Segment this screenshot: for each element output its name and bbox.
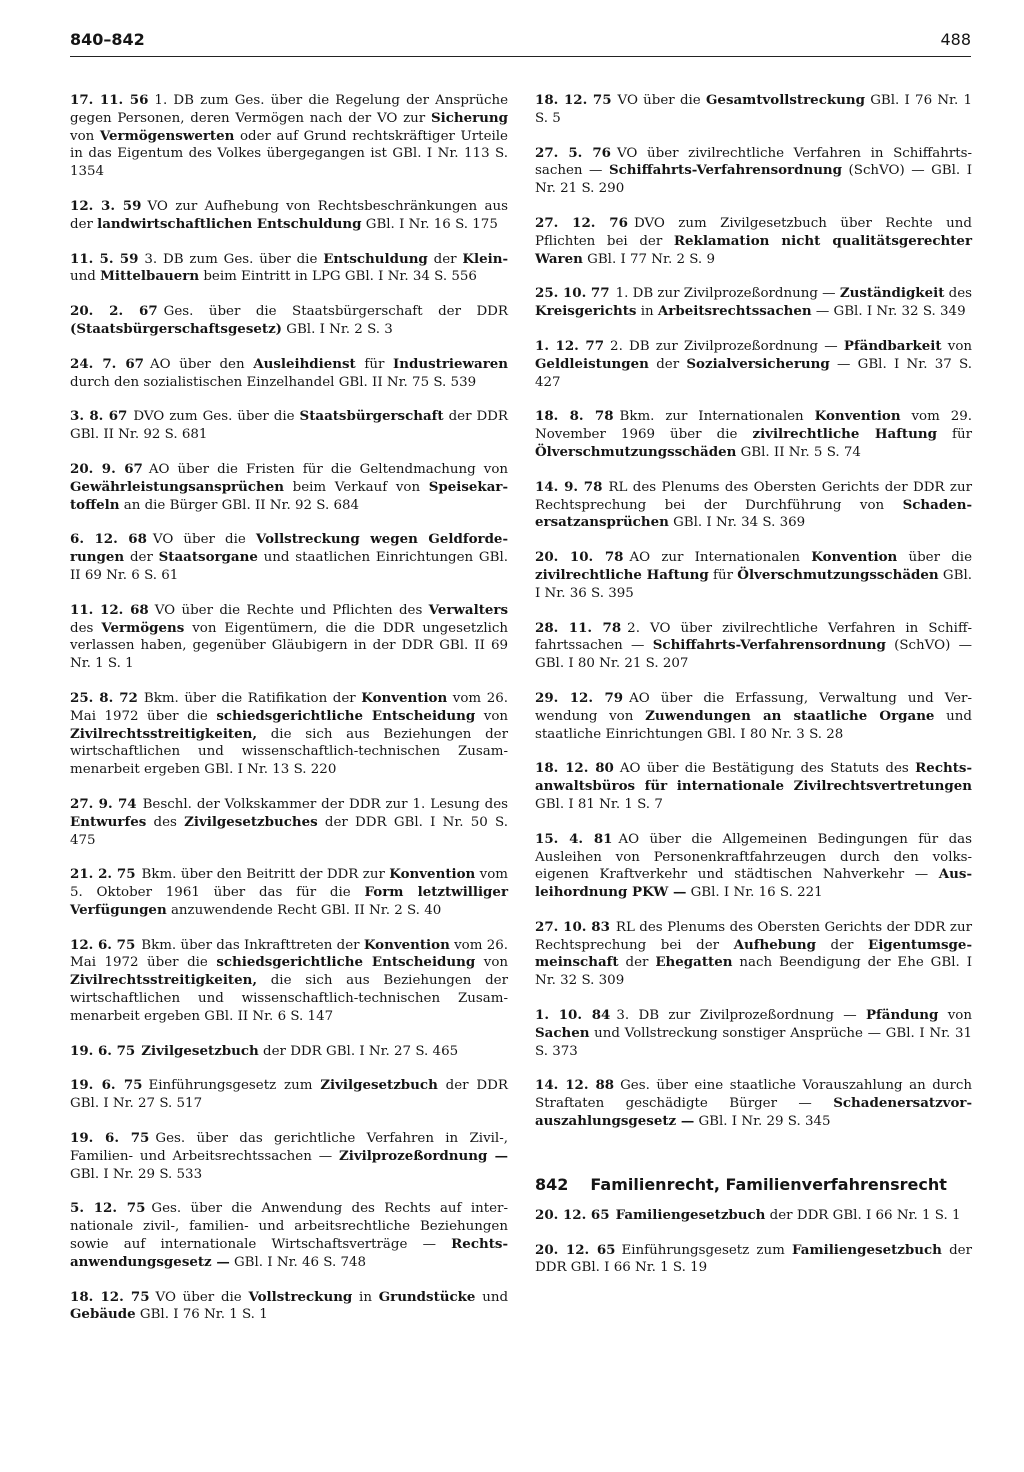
- entry-text: VO über die: [152, 532, 256, 548]
- entry-text: 1. DB zum Ges. über die Regelung der Ansprüche gegen Personen, deren Vermögen nach der VO zur: [70, 93, 508, 126]
- entry-text: GBl. II Nr. 5 S. 74: [736, 444, 861, 460]
- entry-text: GBl. I Nr. 46 S. 748: [229, 1254, 367, 1270]
- entry-text: GBl. I Nr. 29 S. 345: [694, 1114, 831, 1130]
- entry-text: des: [944, 286, 973, 302]
- entry-date: 27. 5. 76: [535, 144, 611, 161]
- entry-text: von: [475, 955, 508, 971]
- entry-keyword: Vollstreckung wegen Geldforderungen: [70, 531, 509, 566]
- entry-text: RL des Plenums des Obersten Gerichts der DDR zur Rechtsprechung bei der: [535, 919, 972, 953]
- entry-text: 2. VO über zivilrechtliche Verfahren in Schifffahrtssachen —: [535, 620, 972, 654]
- entry-keyword: Konvention: [814, 408, 901, 425]
- entry-text: der DDR GBl. I Nr. 50 S. 475: [70, 814, 508, 848]
- entry-text: für: [355, 356, 394, 372]
- entry-text: GBl. I Nr. 16 S. 221: [686, 885, 823, 901]
- entry-text: der DDR GBl. I Nr. 27 S. 465: [258, 1043, 459, 1059]
- entry-text: Bkm. über das Inkrafttreten der: [141, 937, 364, 953]
- entry-text: 1. DB zur Zivilprozeßordnung —: [615, 286, 840, 302]
- left-column: [70, 92, 508, 1341]
- section-number: 842: [535, 1174, 569, 1194]
- entry-keyword: Zivilrechtsstreitigkeiten,: [70, 972, 258, 989]
- entry-date: 27. 10. 83: [535, 918, 610, 935]
- entry-keyword: Schadenersatzvorauszahlungsgesetz —: [535, 1095, 972, 1130]
- section-range: 840–842: [70, 30, 145, 49]
- entry-text: von: [70, 128, 100, 144]
- law-entry: [70, 531, 508, 584]
- law-entry: [70, 937, 508, 1026]
- entry-text: der DDR GBl. II Nr. 92 S. 681: [70, 409, 508, 443]
- entry-date: 21. 2. 75: [70, 866, 136, 883]
- entry-keyword: Pfändbarkeit: [843, 337, 942, 354]
- entry-keyword: Zivilgesetzbuch: [320, 1077, 438, 1094]
- entry-text: Ges. über die Staatsbürgerschaft der DDR: [163, 304, 509, 320]
- entry-text: VO über die Rechte und Pflichten des: [154, 602, 429, 618]
- entry-date: 12. 6. 75: [70, 936, 136, 953]
- entry-text: Ges. über das gerichtliche Verfahren in Zivil-, Familien- und Arbeitsrechtssachen —: [70, 1131, 508, 1164]
- section-title: Familienrecht, Familienverfahrensrecht: [590, 1174, 947, 1194]
- entry-keyword: Familiengesetzbuch: [615, 1206, 766, 1223]
- entry-date: 18. 12. 75: [535, 92, 612, 108]
- entry-text: Ges. über eine staatliche Vorauszahlung an durch Straftaten geschädigte Bürger —: [535, 1078, 972, 1112]
- entry-text: vom 26. Mai 1972 über die: [70, 937, 508, 971]
- entry-text: GBl. I Nr. 29 S. 533: [70, 1166, 203, 1182]
- entry-keyword: Industriewaren: [393, 355, 509, 372]
- entry-text: der: [124, 550, 159, 566]
- entry-keyword: Rechtsanwaltsbüros für internationale Zivilrechtsvertretungen: [535, 760, 972, 795]
- law-entry: [535, 690, 972, 743]
- entry-keyword: Entwurfes: [70, 813, 147, 830]
- entry-date: 27. 12. 76: [535, 214, 628, 231]
- entry-text: GBl. I 77 Nr. 2 S. 9: [582, 251, 715, 267]
- entry-date: 14. 9. 78: [535, 478, 603, 495]
- law-entry: [535, 338, 972, 391]
- entry-keyword: Gesamtvollstreckung: [705, 92, 865, 108]
- entry-text: und: [475, 1289, 509, 1305]
- entry-text: des: [70, 620, 102, 636]
- entry-text: (SchVO) — GBl. I 80 Nr. 21 S. 207: [535, 638, 972, 672]
- entry-keyword: Zivilprozeßordnung —: [338, 1147, 509, 1164]
- entry-text: und: [70, 269, 101, 285]
- entry-date: 12. 3. 59: [70, 197, 142, 214]
- entry-text: nach Beendigung der Ehe GBl. I Nr. 32 S. 309: [535, 955, 972, 989]
- entry-date: 1. 10. 84: [535, 1007, 611, 1024]
- entry-keyword: Sachen: [535, 1024, 590, 1041]
- law-entry: [535, 760, 972, 813]
- entry-text: GBl. I 76 Nr. 1 S. 5: [535, 93, 973, 126]
- entry-date: 3. 8. 67: [70, 408, 128, 425]
- entry-keyword: Reklamation nicht qualitätsgerechter Waren: [535, 232, 972, 267]
- entry-date: 17. 11. 56: [70, 92, 149, 108]
- entry-text: 3. DB zur Zivilprozeßordnung —: [616, 1008, 866, 1024]
- law-entry: [535, 831, 972, 902]
- entry-keyword: Pfändung: [865, 1007, 939, 1024]
- entry-keyword: Konvention: [361, 689, 448, 706]
- entry-text: AO über die Allgemeinen Bedingungen für das Ausleihen von Personenkraftfahrzeugen durch den volkseigenen Kraftverkehr und städtischen Nahverkehr —: [535, 831, 972, 883]
- law-entry: [70, 602, 508, 673]
- entry-text: in: [636, 304, 658, 320]
- entry-keyword: Klein-: [462, 250, 508, 267]
- right-column: [535, 92, 972, 1294]
- entry-text: Einführungsgesetz zum: [148, 1078, 321, 1094]
- entry-text: AO über den: [150, 356, 254, 372]
- entry-date: 25. 10. 77: [535, 285, 610, 302]
- entry-date: 18. 8. 78: [535, 408, 614, 425]
- law-entry: [70, 690, 508, 779]
- entry-text: an die Bürger GBl. II Nr. 92 S. 684: [119, 497, 360, 513]
- entry-keyword: Grundstücke: [378, 1288, 476, 1305]
- right-entries: [535, 92, 972, 1131]
- entry-keyword: Mittelbauern: [100, 268, 200, 285]
- entry-keyword: Konvention: [389, 866, 476, 883]
- entry-keyword: Zivilgesetzbuches: [184, 813, 318, 830]
- entry-keyword: Vermögenswerten: [99, 127, 235, 144]
- entry-text: Ges. über die Anwendung des Rechts auf internationale zivil-, familien- und arbeitsrechtliche Beziehungen sowie auf internationale Wirtschaftsverträge —: [70, 1201, 508, 1253]
- entry-keyword: landwirtschaftlichen Entschuldung: [97, 215, 362, 232]
- entry-keyword: Eigentumsgemeinschaft: [535, 936, 972, 971]
- entry-date: 28. 11. 78: [535, 619, 622, 636]
- entry-text: vom 26. Mai 1972 über die: [70, 690, 508, 724]
- entry-keyword: Ölverschmutzungsschäden: [535, 443, 737, 460]
- law-entry: [70, 866, 508, 919]
- entry-text: beim Eintritt in LPG GBl. I Nr. 34 S. 556: [199, 269, 477, 285]
- entry-keyword: Staatsbürgerschaft: [299, 408, 444, 425]
- entry-date: 20. 12. 65: [535, 1241, 616, 1258]
- law-entry: [535, 215, 972, 268]
- law-entry: [535, 620, 972, 673]
- entry-keyword: Vollstreckung: [248, 1288, 353, 1305]
- entry-date: 27. 9. 74: [70, 795, 137, 812]
- entry-keyword: Arbeitsrechtssachen: [657, 303, 812, 320]
- entry-keyword: Ölverschmutzungsschäden: [737, 566, 939, 583]
- entry-keyword: Rechtsanwendungsgesetz —: [70, 1236, 508, 1270]
- law-entry: [70, 1077, 508, 1113]
- entry-date: 19. 6. 75: [70, 1042, 136, 1059]
- entry-date: 5. 12. 75: [70, 1200, 146, 1217]
- entry-text: GBl. I Nr. 34 S. 369: [668, 515, 806, 531]
- entry-date: 18. 12. 80: [535, 760, 614, 777]
- entry-text: der: [427, 251, 463, 267]
- entry-keyword: Konvention: [811, 549, 898, 566]
- entry-text: GBl. I 76 Nr. 1 S. 1: [135, 1307, 268, 1323]
- law-entry: [70, 251, 508, 287]
- entry-text: von: [941, 338, 973, 354]
- entry-date: 29. 12. 79: [535, 689, 624, 706]
- entry-keyword: Verwalters: [428, 601, 508, 618]
- entry-keyword: Sicherung: [430, 109, 508, 126]
- entry-keyword: Konvention: [363, 936, 450, 953]
- law-entry: [70, 1289, 508, 1325]
- entry-date: 20. 10. 78: [535, 549, 624, 566]
- entry-date: 19. 6. 75: [70, 1130, 150, 1147]
- law-entry: [535, 285, 972, 321]
- entry-text: oder auf Grund rechtskräftiger Urteile in das Eigentum des Volkes übergegangen ist GBl. I Nr. 113 S. 1354: [70, 128, 508, 180]
- law-entry: [535, 919, 972, 990]
- entry-text: GBl. I Nr. 16 S. 175: [361, 216, 498, 232]
- law-entry: [70, 461, 508, 514]
- entry-date: 18. 12. 75: [70, 1288, 150, 1305]
- law-entry: [535, 408, 972, 461]
- law-entry: [70, 408, 508, 444]
- entry-date: 14. 12. 88: [535, 1077, 615, 1094]
- entry-keyword: Schiffahrts-Verfahrensordnung: [608, 162, 843, 179]
- entry-text: Bkm. über den Beitritt der DDR zur: [141, 867, 390, 883]
- section-entries: [535, 1207, 972, 1277]
- entry-keyword: Schiffahrts-Verfahrensordnung: [652, 637, 886, 654]
- entry-text: von: [475, 708, 508, 724]
- entry-text: und staatliche Einrichtungen GBl. I 80 Nr. 3 S. 28: [535, 708, 972, 742]
- entry-keyword: Ausleihdienst: [253, 355, 356, 372]
- entry-keyword: Ehegatten: [655, 954, 733, 971]
- entry-text: DVO zum Ges. über die: [133, 409, 300, 425]
- entry-text: und Vollstreckung sonstiger Ansprüche — GBl. I Nr. 31 S. 373: [535, 1025, 972, 1059]
- entry-keyword: Staatsorgane: [158, 549, 258, 566]
- law-entry: [70, 1043, 508, 1061]
- entry-text: Bkm. zur Internationalen: [619, 409, 815, 425]
- entry-text: vom 5. Oktober 1961 über das für die: [70, 867, 508, 901]
- entry-text: Beschl. der Volkskammer der DDR zur 1. Lesung des: [142, 796, 509, 812]
- entry-text: AO zur Internationalen: [629, 550, 812, 566]
- section-heading: [535, 1175, 972, 1195]
- entry-keyword: Aufhebung: [733, 936, 816, 953]
- page-header: [70, 30, 971, 57]
- entry-text: der DDR GBl. I 66 Nr. 1 S. 19: [535, 1242, 972, 1276]
- law-entry: [70, 356, 508, 392]
- entry-text: für: [936, 427, 972, 443]
- entry-keyword: Zuwendungen an staatliche Organe: [645, 707, 935, 724]
- entry-date: 19. 6. 75: [70, 1077, 143, 1094]
- entry-date: 20. 2. 67: [70, 303, 158, 320]
- entry-date: 20. 12. 65: [535, 1206, 610, 1223]
- entry-text: vom 29. November 1969 über die: [535, 409, 973, 443]
- entry-keyword: zivilrechtliche Haftung: [535, 566, 709, 583]
- law-entry: [535, 1207, 972, 1225]
- entry-text: und staatlichen Einrichtungen GBl. II 69 Nr. 6 S. 61: [70, 550, 508, 583]
- entry-text: VO über die: [155, 1289, 249, 1305]
- entry-keyword: schiedsgerichtliche Entscheidung: [216, 707, 476, 724]
- entry-text: beim Verkauf von: [284, 479, 429, 495]
- law-entry: [535, 92, 972, 128]
- entry-text: für: [708, 567, 738, 583]
- entry-text: VO zur Aufhebung von Rechtsbeschränkungen aus der: [70, 198, 508, 232]
- entry-text: GBl. I 81 Nr. 1 S. 7: [535, 796, 663, 812]
- entry-keyword: Familiengesetzbuch: [792, 1241, 942, 1258]
- entry-text: über die: [897, 550, 972, 566]
- entry-keyword: Zivilgesetzbuch: [141, 1042, 259, 1059]
- entry-text: AO über die Erfassung, Verwaltung und Verwendung von: [535, 690, 972, 724]
- entry-keyword: Zuständigkeit: [839, 285, 945, 302]
- law-entry: [70, 796, 508, 849]
- law-entry: [70, 303, 508, 339]
- entry-date: 11. 5. 59: [70, 250, 139, 267]
- entry-keyword: Zivilrechtsstreitigkeiten,: [70, 725, 258, 742]
- entry-text: von Eigentümern, die die DDR ungesetzlich verlassen haben, gegenüber Gläubigern in der DDR GBl. II 69 Nr. 1 S. 1: [70, 620, 509, 672]
- law-entry: [70, 198, 508, 234]
- law-entry: [535, 549, 972, 602]
- entry-text: des: [146, 814, 185, 830]
- entry-keyword: Ausleihordnung PKW —: [535, 866, 972, 901]
- entry-text: DVO zum Zivilgesetzbuch über Rechte und Pflichten bei der: [535, 215, 972, 249]
- entry-keyword: (Staatsbürgerschaftsgesetz): [70, 320, 283, 337]
- entry-date: 11. 12. 68: [70, 601, 149, 618]
- entry-date: 15. 4. 81: [535, 830, 613, 847]
- entry-date: 1. 12. 77: [535, 337, 605, 354]
- entry-keyword: Speisekartoffeln: [70, 478, 508, 513]
- entry-text: AO über die Fristen für die Geltendmachung von: [148, 461, 509, 477]
- entry-keyword: Form letztwilliger Verfügungen: [70, 884, 508, 918]
- law-entry: [535, 145, 972, 198]
- entry-text: GBl. I Nr. 36 S. 395: [535, 567, 973, 601]
- entry-keyword: Schadenersatzansprüchen: [535, 496, 972, 531]
- entry-date: 24. 7. 67: [70, 355, 144, 372]
- law-entry: [70, 1200, 508, 1271]
- entry-text: anzuwendende Recht GBl. II Nr. 2 S. 40: [166, 902, 442, 918]
- entry-text: 2. DB zur Zivilprozeßordnung —: [610, 338, 844, 354]
- entry-text: von: [938, 1008, 972, 1024]
- entry-text: (SchVO) — GBl. I Nr. 21 S. 290: [535, 163, 972, 197]
- entry-date: 25. 8. 72: [70, 689, 138, 706]
- entry-text: VO über die: [617, 93, 706, 108]
- entry-text: 3. DB zum Ges. über die: [144, 251, 324, 267]
- entry-text: der DDR GBl. I 66 Nr. 1 S. 1: [765, 1207, 961, 1223]
- law-entry: [70, 92, 508, 181]
- entry-text: durch den sozialistischen Einzelhandel GBl. II Nr. 75 S. 539: [70, 374, 477, 390]
- entry-date: 20. 9. 67: [70, 460, 143, 477]
- law-entry: [70, 1130, 508, 1183]
- entry-keyword: zivilrechtliche Haftung: [752, 426, 937, 443]
- entry-text: — GBl. I Nr. 37 S. 427: [535, 356, 972, 390]
- entry-text: in: [352, 1289, 379, 1305]
- entry-text: die sich aus Beziehungen der wirtschaftlichen und wissenschaftlich-technischen Zusammenarbeit ergeben GBl. II Nr. 6 S. 147: [70, 973, 508, 1024]
- entry-keyword: Gebäude: [70, 1306, 136, 1323]
- entry-text: GBl. I Nr. 2 S. 3: [282, 321, 393, 337]
- entry-keyword: schiedsgerichtliche Entscheidung: [216, 954, 476, 971]
- entry-text: VO über zivilrechtliche Verfahren in Schiffahrtssachen —: [535, 145, 972, 179]
- page-number: 488: [940, 30, 971, 49]
- entry-date: 6. 12. 68: [70, 531, 147, 548]
- entry-keyword: Vermögens: [101, 619, 185, 636]
- entry-keyword: Gewährleistungsansprüchen: [70, 478, 284, 495]
- entry-text: RL des Plenums des Obersten Gerichts der DDR zur Rechtsprechung bei der Durchführung von: [535, 479, 972, 513]
- entry-text: der: [648, 356, 687, 372]
- entry-text: AO über die Bestätigung des Statuts des: [619, 761, 916, 777]
- entry-text: Bkm. über die Ratifikation der: [143, 690, 362, 706]
- entry-text: die sich aus Beziehungen der wirtschaftlichen und wissenschaftlich-technischen Zusammenarbeit ergeben GBl. I Nr. 13 S. 220: [70, 726, 508, 778]
- entry-keyword: Geldleistungen: [535, 355, 649, 372]
- entry-keyword: Kreisgerichts: [535, 303, 637, 320]
- entry-keyword: Sozialversicherung: [686, 355, 830, 372]
- entry-keyword: Entschuldung: [323, 250, 428, 267]
- entry-text: Einführungsgesetz zum: [621, 1242, 793, 1258]
- entry-text: der: [815, 937, 868, 953]
- law-entry: [535, 1242, 972, 1278]
- entry-text: — GBl. I Nr. 32 S. 349: [811, 304, 966, 320]
- law-entry: [535, 1077, 972, 1130]
- law-entry: [535, 1007, 972, 1060]
- entry-text: der: [618, 955, 656, 971]
- law-entry: [535, 479, 972, 532]
- entry-text: der DDR GBl. I Nr. 27 S. 517: [70, 1078, 508, 1112]
